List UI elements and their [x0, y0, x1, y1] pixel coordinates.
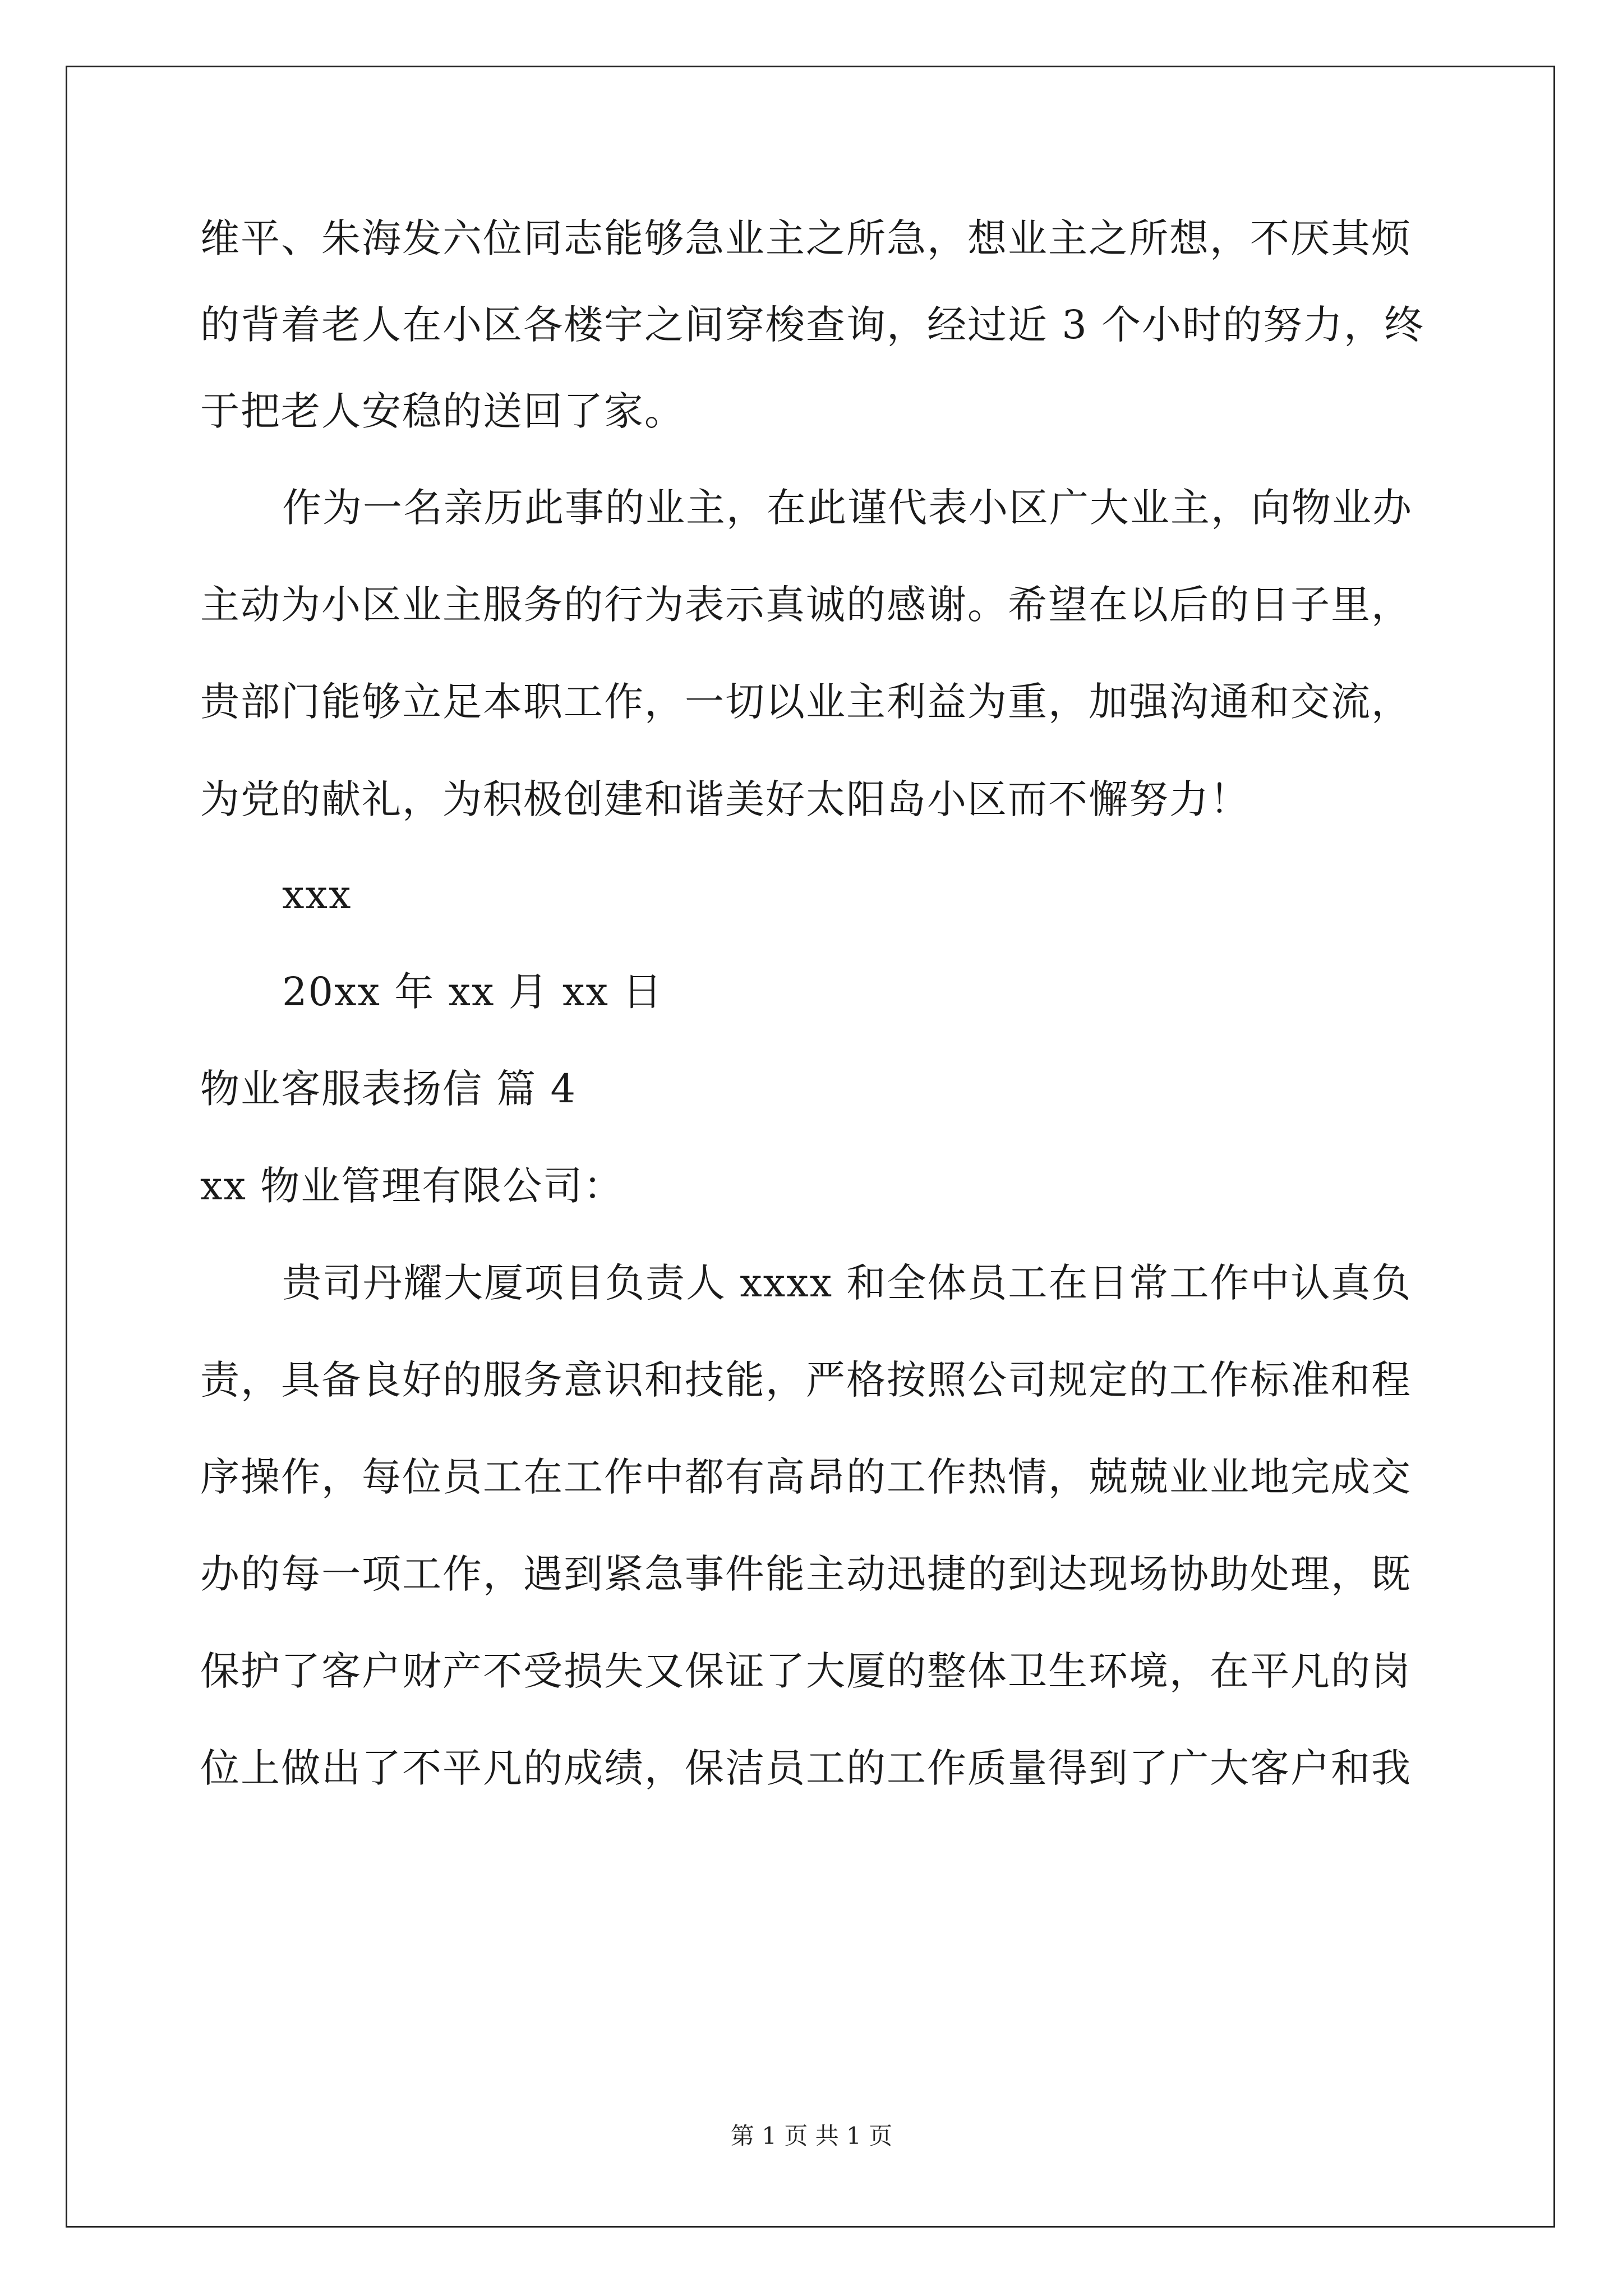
salutation: xx 物业管理有限公司：	[200, 1163, 624, 1209]
signature: xxx	[282, 872, 352, 918]
paragraph-3-line-5: 保护了客户财产不受损失又保证了大厦的整体卫生环境，在平凡的岗	[200, 1648, 1412, 1694]
paragraph-2-line-1: 作为一名亲历此事的业主，在此谨代表小区广大业主，向物业办	[282, 485, 1413, 531]
paragraph-1-line-3: 于把老人安稳的送回了家。	[200, 388, 685, 434]
paragraph-3-line-6: 位上做出了不平凡的成绩，保洁员工的工作质量得到了广大客户和我	[200, 1745, 1412, 1791]
paragraph-1-line-2: 的背着老人在小区各楼宇之间穿梭查询，经过近 3 个小时的努力，终	[200, 302, 1425, 348]
page-number-footer: 第 1 页 共 1 页	[730, 2122, 893, 2150]
paragraph-2-line-2: 主动为小区业主服务的行为表示真诚的感谢。希望在以后的日子里，	[200, 582, 1412, 628]
paragraph-3-line-2: 责，具备良好的服务意识和技能，严格按照公司规定的工作标准和程	[200, 1357, 1412, 1403]
paragraph-1-line-1: 维平、朱海发六位同志能够急业主之所急，想业主之所想，不厌其烦	[200, 215, 1412, 261]
letter-date: 20xx 年 xx 月 xx 日	[282, 969, 663, 1015]
paragraph-3-line-4: 办的每一项工作，遇到紧急事件能主动迅捷的到达现场协助处理，既	[200, 1551, 1412, 1597]
paragraph-3-line-1: 贵司丹耀大厦项目负责人 xxxx 和全体员工在日常工作中认真负	[282, 1260, 1412, 1306]
paragraph-3-line-3: 序操作，每位员工在工作中都有高昂的工作热情，兢兢业业地完成交	[200, 1454, 1412, 1500]
paragraph-2-line-4: 为党的献礼，为积极创建和谐美好太阳岛小区而不懈努力！	[200, 776, 1250, 822]
section-title: 物业客服表扬信 篇 4	[200, 1066, 577, 1112]
paragraph-2-line-3: 贵部门能够立足本职工作，一切以业主利益为重，加强沟通和交流，	[200, 679, 1412, 725]
